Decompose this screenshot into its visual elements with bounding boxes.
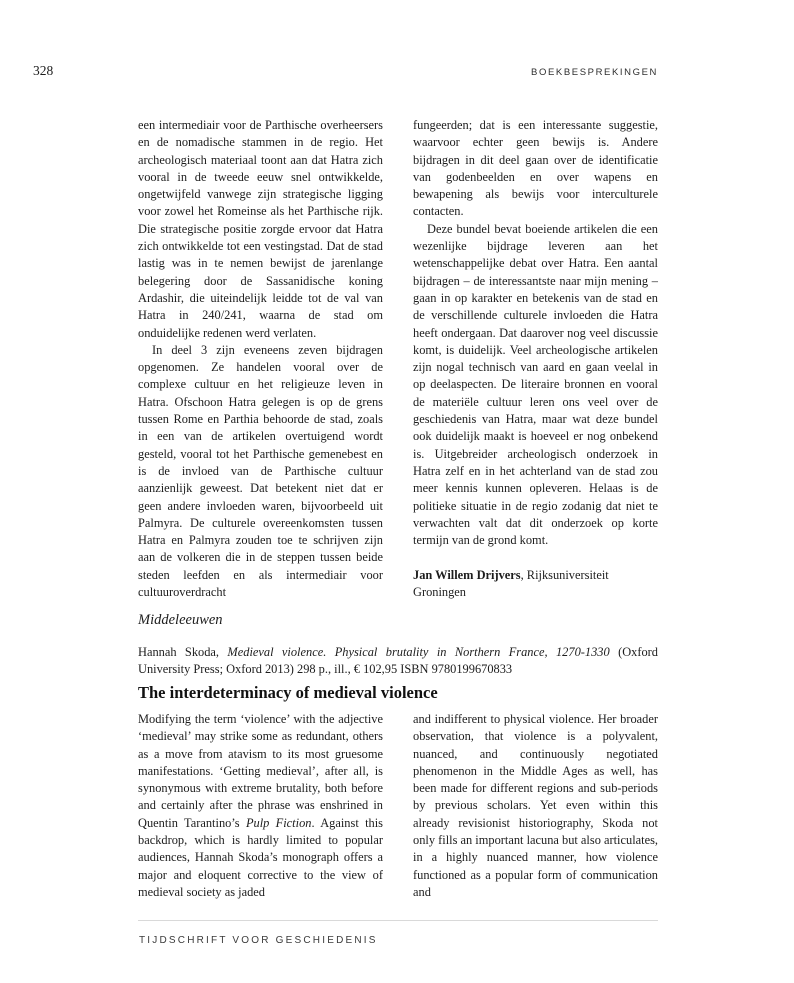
review-hatra-left-column <box>138 117 383 601</box>
running-header: BOEKBESPREKINGEN <box>531 67 658 78</box>
paragraph <box>138 711 383 901</box>
paragraph: Deze bundel bevat boeiende artikelen die een wezenlijke bijdrage leveren aan het wetenschappelijke debat over Hatra. Een aantal bijdragen – de interessantste naar mijn mening – gaan in op karakter en betekenis van de stad en de verschillende culturele invloeden die Hatra heeft ondergaan. Dat daarover nog veel discussie komt, is duidelijk. Veel archeologische artikelen zijn nogal technisch van aard en gaan veelal in op deelaspecten. De literaire bronnen en vooral de materiële cultuur leren ons veel over de geschiedenis van Hatra, maar wat deze bundel ook duidelijk maakt is hoeveel er nog onbekend is. Uitgebreider archeologisch onderzoek in Hatra zelf en in het achterland van de stad zou meer kennis kunnen opleveren. Helaas is de politieke situatie in de regio zodanig dat niet te verwachten valt dat dit onderzoek op korte termijn van de grond komt. <box>413 221 658 548</box>
review-hatra-body <box>138 117 658 601</box>
section-heading-middeleeuwen: Middeleeuwen <box>138 612 223 628</box>
page-number: 328 <box>33 63 54 78</box>
paragraph-text: Modifying the term ‘violence’ with the adjective ‘medieval’ may strike some as redundant, others as a move from atavism to its most gruesome manifestations. ‘Getting medieval’, after all, is synonymous with extreme brutality, both before and certainly after the phrase was enshrined in Quentin Tarantino’s <box>138 712 383 830</box>
review-skoda-body <box>138 711 658 901</box>
review-skoda-left-column <box>138 711 383 901</box>
reviewer-signature <box>413 567 658 602</box>
paragraph: een intermediair voor de Parthische overheersers en de nomadische stammen in de regio. Het archeologisch materiaal toont aan dat Hatra zich vooral in de tweede eeuw snel ontwikkelde, ongetwijfeld vanwege zijn strategische ligging voor zowel het Romeinse als het Parthische rijk. Die strategische positie zorgde ervoor dat Hatra zich ontwikkelde tot een vestingstad. Dat de stad lastig was in te nemen bewijst de jarenlange belegering door de Sassanidische koning Ardashir, die uiteindelijk leidde tot de val van Hatra in 240/241, waarna de stad om onduidelijke redenen werd verlaten. <box>138 118 383 340</box>
review-hatra-right-column <box>413 117 658 601</box>
review-title: The interdeterminacy of medieval violence <box>138 683 438 702</box>
citation-details: (Oxford University Press; Oxford 2013) 298 p., ill., € 102,95 ISBN 9780199670833 <box>138 645 659 676</box>
review-skoda-right-column <box>413 711 658 901</box>
paragraph: In deel 3 zijn eveneens zeven bijdragen opgenomen. Ze handelen vooral over de complexe cultuur en het religieuze leven in Hatra. Ofschoon Hatra gelegen is op de grens tussen Rome en Parthia behoorde de stad, zoals in een van de artikelen overtuigend wordt gesteld, vooral tot het Parthische gemenebest en is de invloed van de Parthische cultuur aanzienlijk geweest. Dat betekent niet dat er geen andere invloeden waren, bijvoorbeeld uit Palmyra. De culturele overeenkomsten tussen Hatra en Palmyra zouden toe te schrijven zijn aan de volkeren die in de steppen tussen beide steden leefden en als intermediair voor cultuuroverdracht <box>138 342 383 600</box>
journal-name-footer: TIJDSCHRIFT VOOR GESCHIEDENIS <box>139 935 378 946</box>
book-title-inline: Pulp Fiction <box>245 815 312 830</box>
reviewer-name: Jan Willem Drijvers <box>413 567 521 582</box>
paragraph-text: . Against this backdrop, which is hardly limited to popular audiences, Hannah Skoda’s monograph offers a major and eloquent corrective to the view of medieval society as jaded <box>138 815 384 899</box>
citation-title: Medieval violence. Physical brutality in Northern France, 1270-1330 <box>227 645 610 659</box>
reviewer-affiliation: , Rijksuniversiteit Groningen <box>413 567 609 600</box>
paragraph: fungeerden; dat is een interessante suggestie, waarvoor echter geen bewijs is. Andere bijdragen in dit deel gaan over de identificatie van godenbeelden en over wapens en bewapening als bewijs voor interculturele contacten. <box>413 118 658 219</box>
citation-author: Hannah Skoda, <box>138 645 228 659</box>
paragraph: and indifferent to physical violence. Her broader observation, that violence is a polyvalent, nuanced, and continuously negotiated phenomenon in the Middle Ages as well, has been made for different regions and sub-periods by previous scholars. Yet even within this already revisionist historiography, Skoda not only fills an important lacuna but also articulates, in a highly nuanced manner, how violence functioned as a popular form of communication and <box>413 712 658 899</box>
book-citation <box>138 644 658 678</box>
footer-rule <box>138 920 658 921</box>
